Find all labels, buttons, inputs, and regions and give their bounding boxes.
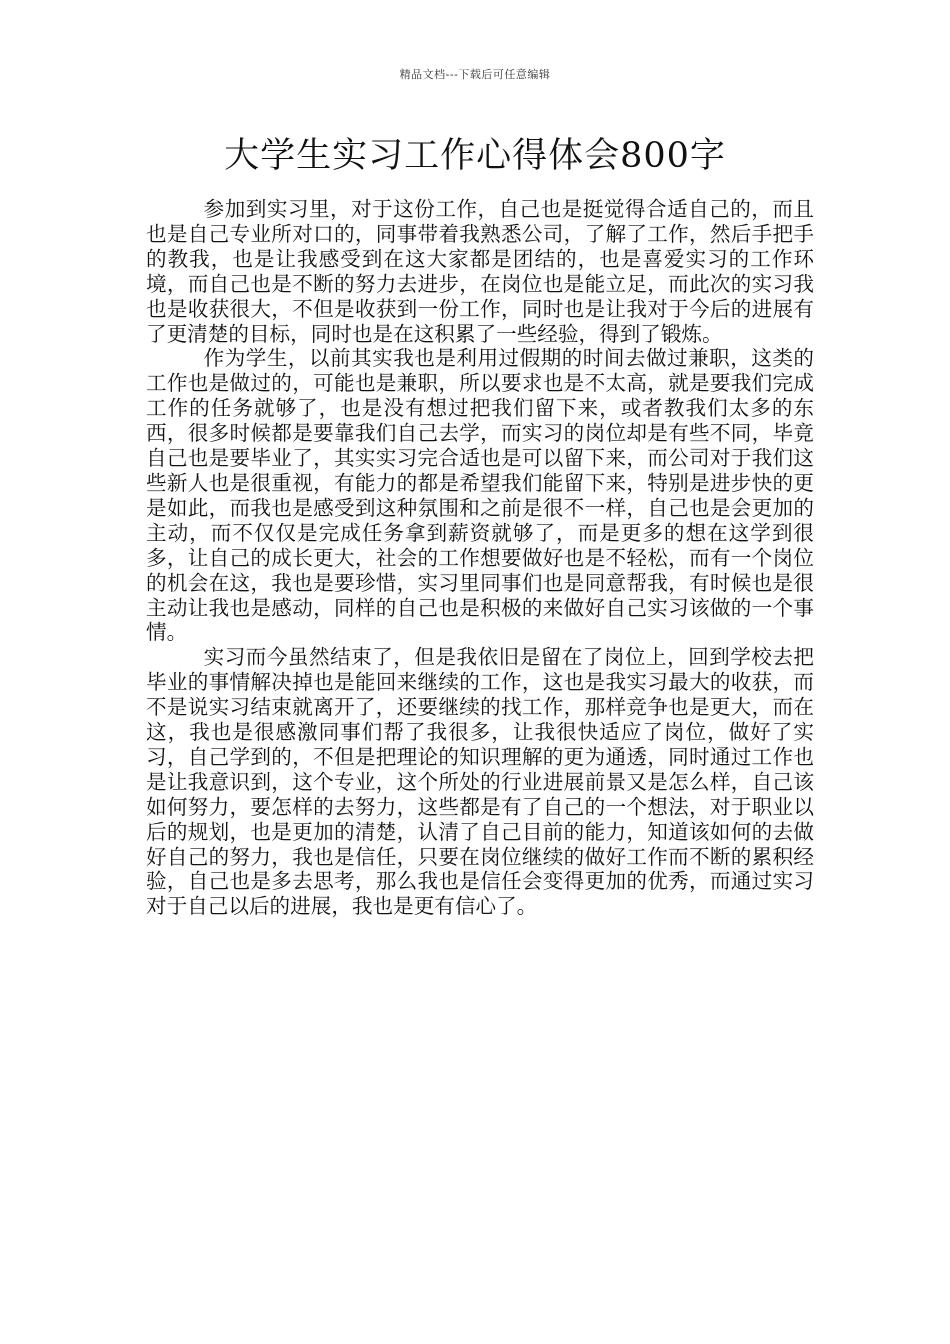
paragraph-2: 作为学生，以前其实我也是利用过假期的时间去做过兼职，这类的工作也是做过的，可能也是兼职，所以要求也是不太高，就是要我们完成工作的任务就够了，也是没有想过把我们留下来，或者教我们太多的东西，很多时候都是要靠我们自己去学，而实习的岗位却是有些不同，毕竟自己也是要毕业了，其实实习完合适也是可以留下来，而公司对于我们这些新人也是很重视，有能力的都是希望我们能留下来，特别是进步快的更是如此，而我也是感受到这种氛围和之前是很不一样，自己也是会更加的主动，而不仅仅是完成任务拿到薪资就够了，而是更多的想在这学到很多，让自己的成长更大，社会的工作想要做好也是不轻松，而有一个岗位的机会在这，我也是要珍惜，实习里同事们也是同意帮我，有时候也是很主动让我也是感动，同样的自己也是积极的来做好自己实习该做的一个事情。 — [146, 346, 814, 645]
paragraph-3: 实习而今虽然结束了，但是我依旧是留在了岗位上，回到学校去把毕业的事情解决掉也是能回来继续的工作，这也是我实习最大的收获，而不是说实习结束就离开了，还要继续的找工作，那样竞争也是更大，而在这，我也是很感激同事们帮了我很多，让我很快适应了岗位，做好了实习，自己学到的，不但是把理论的知识理解的更为通透，同时通过工作也是让我意识到，这个专业，这个所处的行业进展前景又是怎么样，自己该如何努力，要怎样的去努力，这些都是有了自己的一个想法，对于职业以后的规划，也是更加的清楚，认清了自己目前的能力，知道该如何的去做好自己的努力，我也是信任，只要在岗位继续的做好工作而不断的累积经验，自己也是多去思考，那么我也是信任会变得更加的优秀，而通过实习对于自己以后的进展，我也是更有信心了。 — [146, 645, 814, 919]
paragraph-1: 参加到实习里，对于这份工作，自己也是挺觉得合适自己的，而且也是自己专业所对口的，同事带着我熟悉公司，了解了工作，然后手把手的教我，也是让我感受到在这大家都是团结的，也是喜爱实习的工作环境，而自己也是不断的努力去进步，在岗位也是能立足，而此次的实习我也是收获很大，不但是收获到一份工作，同时也是让我对于今后的进展有了更清楚的目标，同时也是在这积累了一些经验，得到了锻炼。 — [146, 197, 814, 346]
document-title: 大学生实习工作心得体会800字 — [224, 136, 726, 176]
header-note: 精品文档---下载后可任意编辑 — [399, 68, 551, 81]
document-body — [146, 197, 814, 919]
